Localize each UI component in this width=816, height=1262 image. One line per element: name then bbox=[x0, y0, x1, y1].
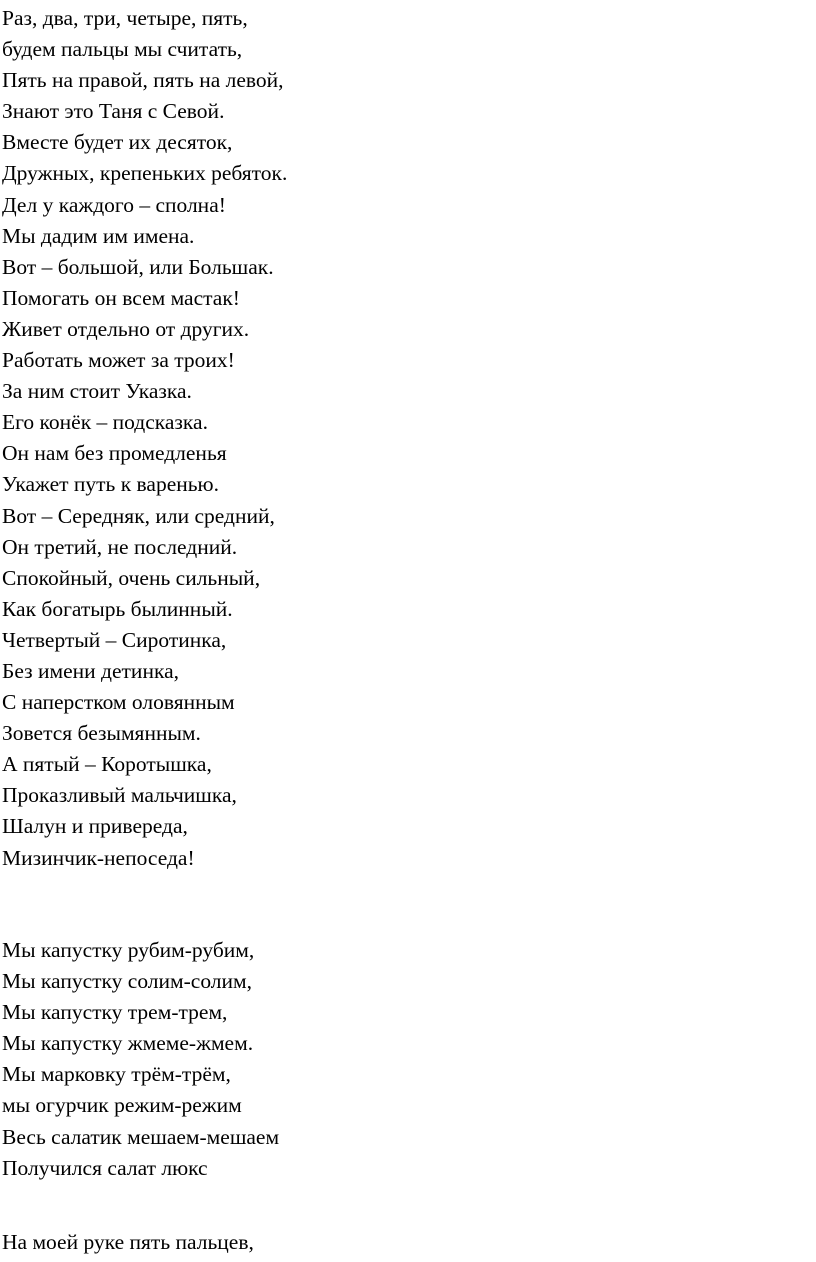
poem-line: Укажет путь к варенью. bbox=[2, 472, 219, 497]
poem-line: За ним стоит Указка. bbox=[2, 379, 192, 404]
poem-line: Шалун и привереда, bbox=[2, 814, 188, 839]
poem-line: Проказливый мальчишка, bbox=[2, 783, 237, 808]
poem-line: Зовется безымянным. bbox=[2, 721, 201, 746]
poem-line: Вместе будет их десяток, bbox=[2, 130, 233, 155]
poem-line: Мы дадим им имена. bbox=[2, 223, 195, 248]
poem-line: Без имени детинка, bbox=[2, 658, 179, 683]
poem-line: будем пальцы мы считать, bbox=[2, 37, 243, 62]
poem-stanza-cabbage bbox=[2, 935, 279, 1184]
poem-line: Пять на правой, пять на левой, bbox=[2, 68, 284, 93]
poem-line: Он нам без промедленья bbox=[2, 441, 227, 466]
poem-line: Мы капустку рубим-рубим, bbox=[2, 938, 255, 962]
poem-stanza-hand bbox=[2, 1227, 254, 1258]
poem-line: Вот – большой, или Большак. bbox=[2, 254, 274, 279]
poem-line: Работать может за троих! bbox=[2, 348, 235, 373]
poem-line: Весь салатик мешаем-мешаем bbox=[2, 1124, 280, 1149]
poem-line: Мизинчик-непоседа! bbox=[2, 845, 195, 870]
poem-line: На моей руке пять пальцев, bbox=[2, 1230, 254, 1254]
poem-line: Получился салат люкс bbox=[2, 1155, 208, 1180]
poem-line: Мы капустку солим-солим, bbox=[2, 969, 253, 994]
poem-line: Спокойный, очень сильный, bbox=[2, 565, 261, 590]
poem-line: Живет отдельно от других. bbox=[2, 316, 250, 341]
poem-line: С наперстком оловянным bbox=[2, 690, 235, 715]
poem-line: А пятый – Коротышка, bbox=[2, 752, 212, 777]
poem-line: мы огурчик режим-режим bbox=[2, 1093, 242, 1118]
poem-line: Как богатырь былинный. bbox=[2, 596, 233, 621]
poem-line: Мы капустку трем-трем, bbox=[2, 1000, 228, 1025]
poem-line: Дел у каждого – сполна! bbox=[2, 192, 226, 217]
poem-line: Знают это Таня с Севой. bbox=[2, 99, 225, 124]
poem-line: Вот – Середняк, или средний, bbox=[2, 503, 275, 528]
poem-line: Он третий, не последний. bbox=[2, 534, 238, 559]
poem-line: Его конёк – подсказка. bbox=[2, 410, 208, 435]
poem-line: Четвертый – Сиротинка, bbox=[2, 627, 227, 652]
poem-line: Раз, два, три, четыре, пять, bbox=[2, 6, 248, 30]
poem-line: Мы капустку жмеме-жмем. bbox=[2, 1031, 254, 1056]
poem-stanza-fingers bbox=[2, 3, 287, 874]
poem-line: Помогать он всем мастак! bbox=[2, 285, 240, 310]
poem-line: Мы марковку трём-трём, bbox=[2, 1062, 231, 1087]
poem-line: Дружных, крепеньких ребяток. bbox=[2, 161, 288, 186]
